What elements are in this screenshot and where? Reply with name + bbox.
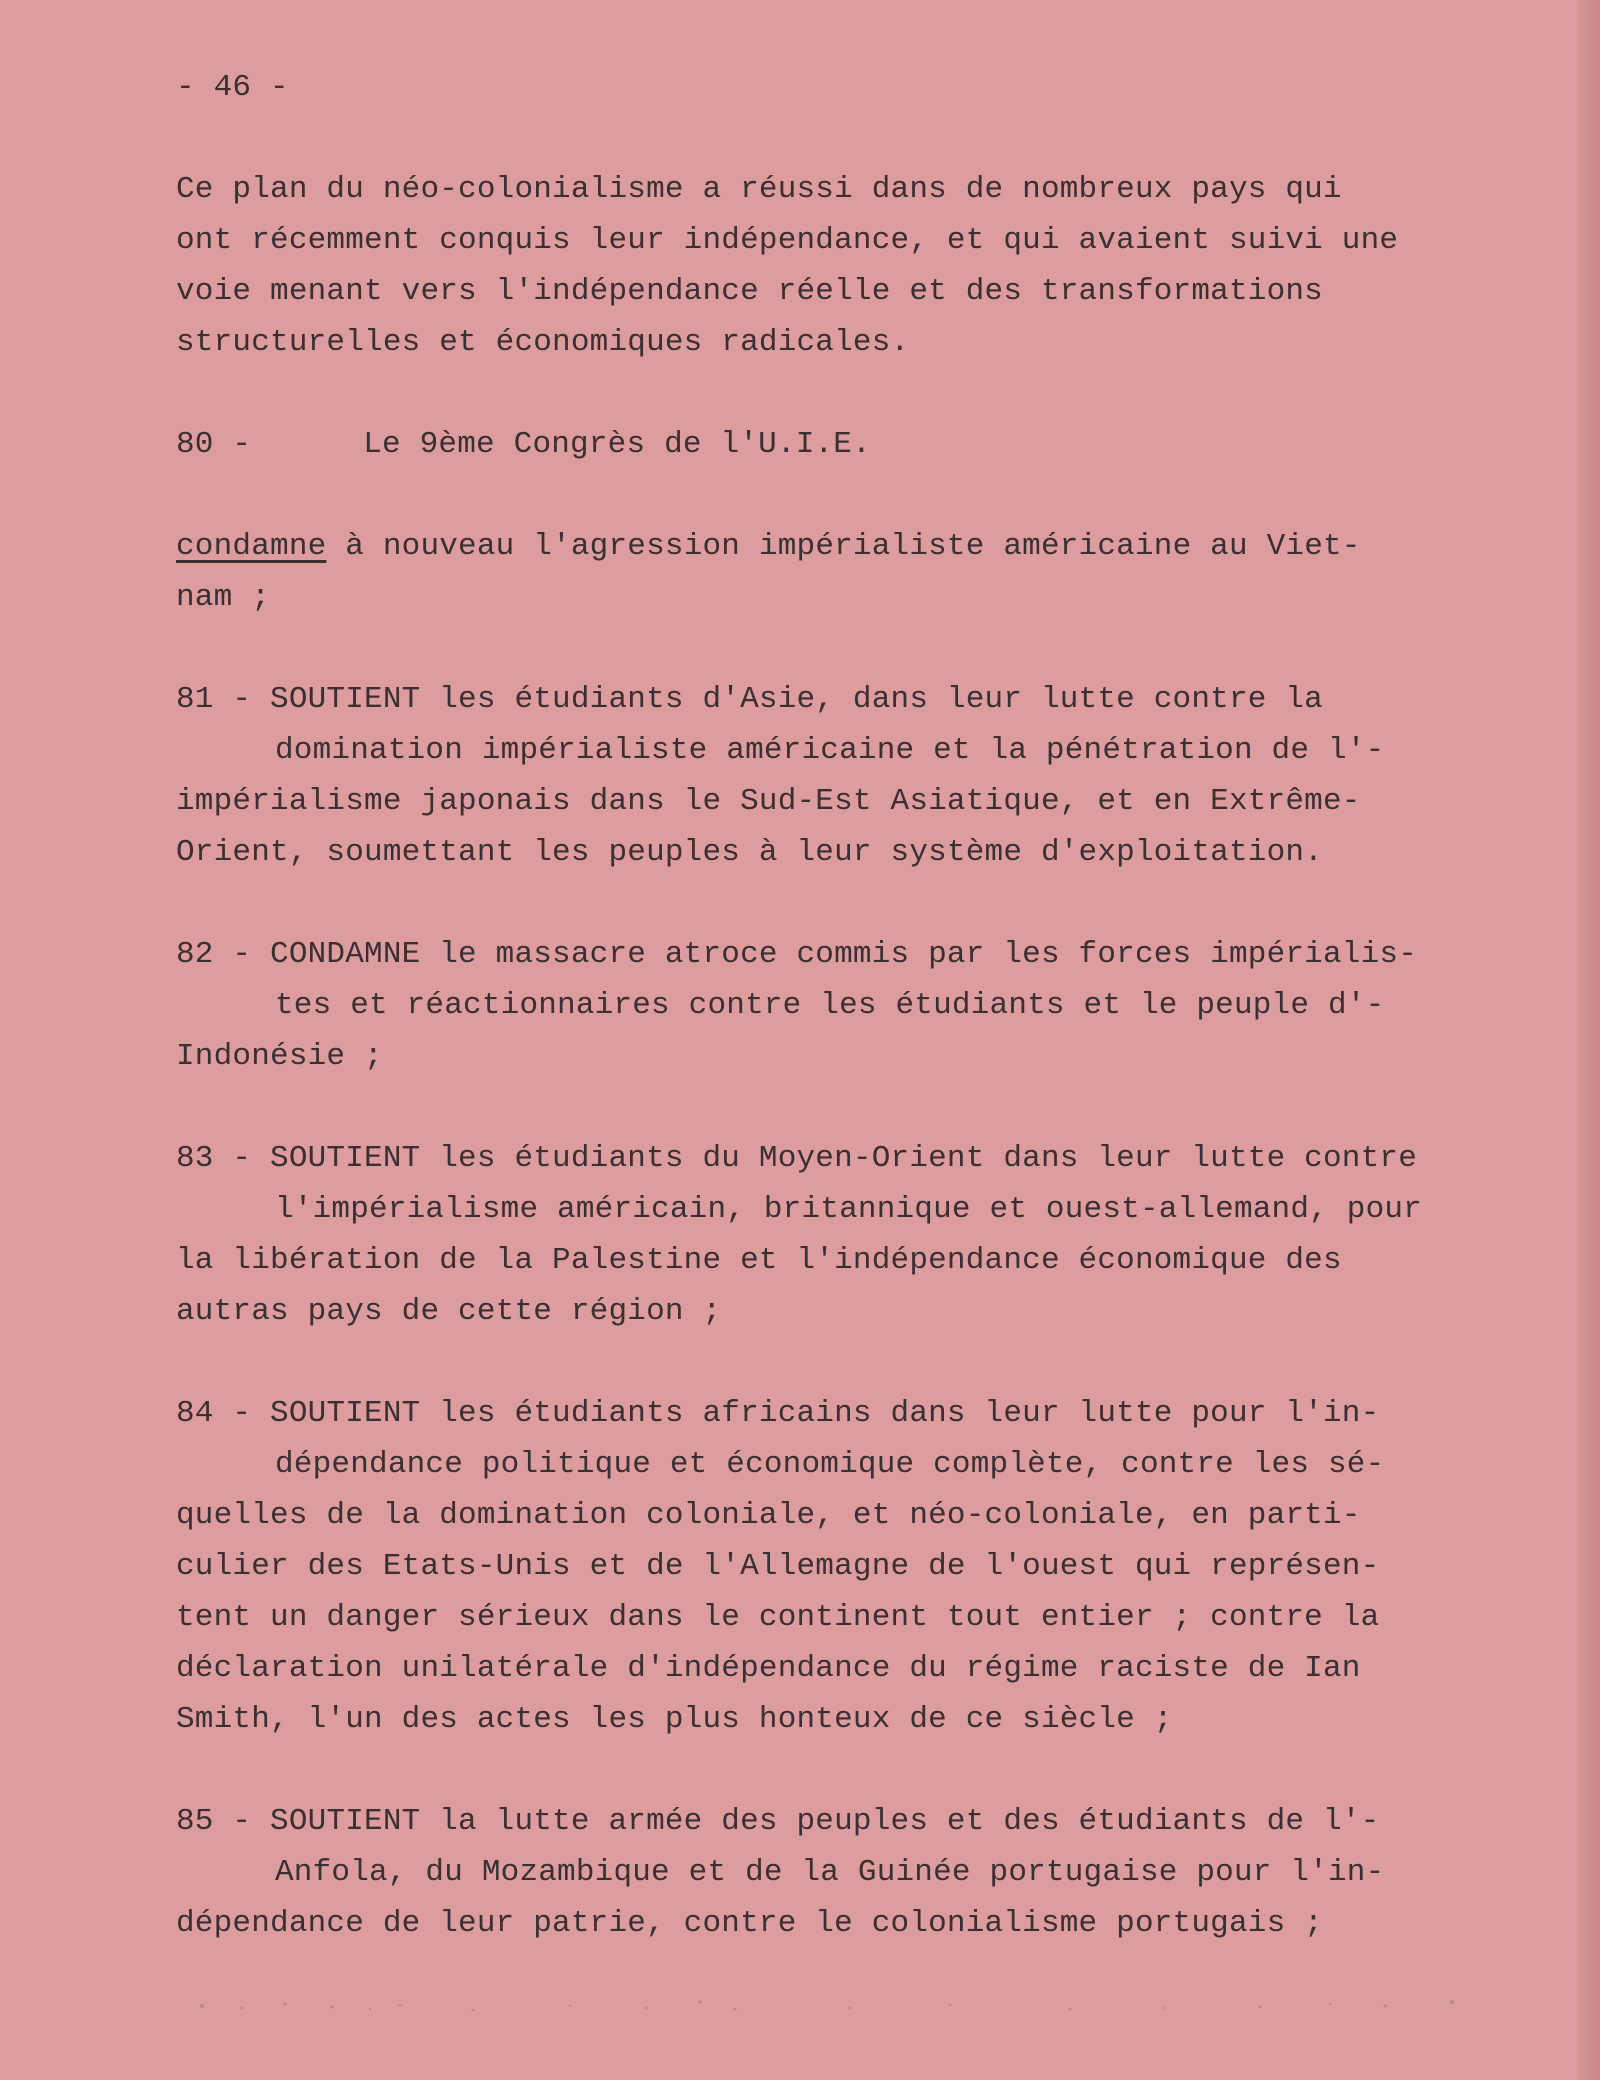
text-line: l'impérialisme américain, britannique et ouest-allemand, pour — [275, 1192, 1422, 1227]
text-line: 84 - SOUTIENT les étudiants africains dans leur lutte pour l'in- — [176, 1396, 1380, 1431]
text-line: à nouveau l'agression impérialiste américaine au Viet- — [326, 529, 1361, 564]
text-line: déclaration unilatérale d'indépendance du régime raciste de Ian — [176, 1651, 1361, 1686]
text-line: culier des Etats-Unis et de l'Allemagne de l'ouest qui représen- — [176, 1549, 1380, 1584]
page-edge — [1578, 0, 1600, 2080]
item-number: 80 - — [176, 427, 252, 462]
resolutions-list — [176, 674, 1516, 1949]
page-number: - 46 - — [176, 70, 289, 105]
text-line: 85 - SOUTIENT la lutte armée des peuples et des étudiants de l'- — [176, 1804, 1380, 1839]
text-line: 83 - SOUTIENT les étudiants du Moyen-Orient dans leur lutte contre — [176, 1141, 1417, 1176]
text-line: 82 - CONDAMNE le massacre atroce commis par les forces impérialis- — [176, 937, 1417, 972]
text-line: Anfola, du Mozambique et de la Guinée portugaise pour l'in- — [275, 1855, 1385, 1890]
document-page — [176, 62, 1516, 1949]
text-line: Ce plan du néo-colonialisme a réussi dans de nombreux pays qui — [176, 172, 1342, 207]
text-line: Smith, l'un des actes les plus honteux de ce siècle ; — [176, 1702, 1173, 1737]
text-line: Orient, soumettant les peuples à leur système d'exploitation. — [176, 835, 1323, 870]
text-line: nam ; — [176, 580, 271, 615]
text-line: ont récemment conquis leur indépendance, et qui avaient suivi une — [176, 223, 1399, 258]
text-line: tent un danger sérieux dans le continent tout entier ; contre la — [176, 1600, 1380, 1635]
text-line: Indonésie ; — [176, 1039, 383, 1074]
congress-heading: Le 9ème Congrès de l'U.I.E. — [363, 427, 871, 462]
bottom-bleed-through-marks — [190, 1990, 1480, 2020]
resolution-81 — [176, 674, 1516, 878]
resolution-84 — [176, 1388, 1516, 1745]
text-line: structurelles et économiques radicales. — [176, 325, 910, 360]
resolution-83 — [176, 1133, 1516, 1337]
text-line: 81 - SOUTIENT les étudiants d'Asie, dans leur lutte contre la — [176, 682, 1323, 717]
text-line: impérialisme japonais dans le Sud-Est Asiatique, et en Extrême- — [176, 784, 1361, 819]
resolution-82 — [176, 929, 1516, 1082]
text-line: voie menant vers l'indépendance réelle et des transformations — [176, 274, 1323, 309]
item-80 — [176, 419, 1516, 470]
text-line: tes et réactionnaires contre les étudiants et le peuple d'- — [275, 988, 1385, 1023]
intro-paragraph — [176, 164, 1516, 368]
text-line: quelles de la domination coloniale, et néo-coloniale, en parti- — [176, 1498, 1361, 1533]
resolution-85 — [176, 1796, 1516, 1949]
condamne-verb: condamne — [176, 529, 327, 564]
text-line: la libération de la Palestine et l'indépendance économique des — [176, 1243, 1342, 1278]
condamne-paragraph — [176, 521, 1516, 623]
text-line: dépendance de leur patrie, contre le colonialisme portugais ; — [176, 1906, 1323, 1941]
text-line: domination impérialiste américaine et la pénétration de l'- — [275, 733, 1385, 768]
text-line: dépendance politique et économique complète, contre les sé- — [275, 1447, 1385, 1482]
text-line: autras pays de cette région ; — [176, 1294, 722, 1329]
